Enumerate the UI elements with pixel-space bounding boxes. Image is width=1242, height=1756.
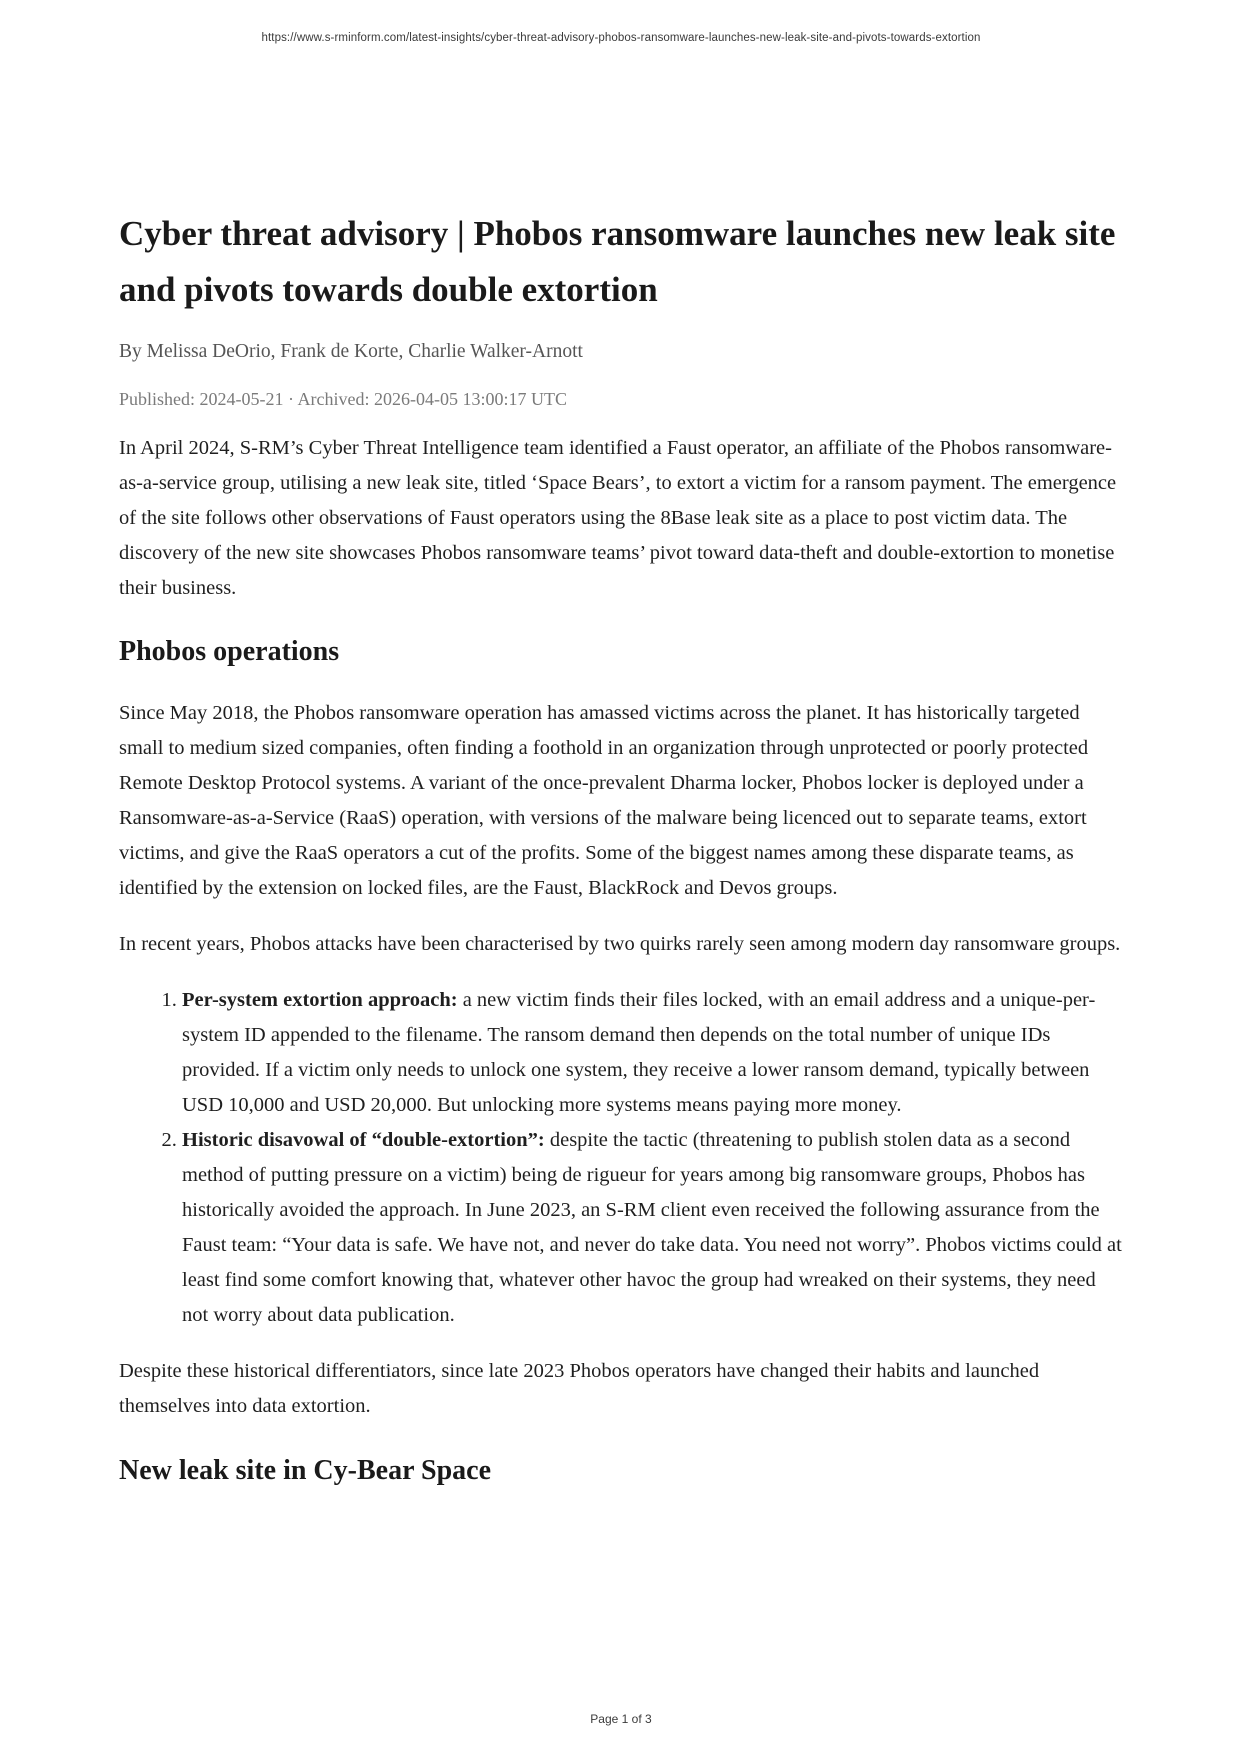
article-byline: By Melissa DeOrio, Frank de Korte, Charlie Walker-Arnott xyxy=(119,341,583,362)
paragraph-history: Since May 2018, the Phobos ransomware operation has amassed victims across the planet. It has historically targeted small to medium sized companies, often finding a foothold in an organization through unprotected or poorly protected Remote Desktop Protocol systems. A variant of the once-prevalent Dharma locker, Phobos locker is deployed under a Ransomware-as-a-Service (RaaS) operation, with versions of the malware being licenced out to separate teams, extort victims, and give the RaaS operators a cut of the profits. Some of the biggest names among these disparate teams, as identified by the extension on locked files, are the Faust, BlackRock and Devos groups. xyxy=(119,702,1089,899)
list-item xyxy=(182,983,1125,1123)
list-item-text: a new victim finds their files locked, with an email address and a unique-per- system ID appended to the filename. The ransom demand then depends on the total number of unique IDs provided. If a victim only needs to unlock one system, they receive a lower ransom demand, typically between USD 10,000 and USD 20,000. But unlocking more systems means paying more money. xyxy=(182,989,1096,1116)
list-item xyxy=(182,1123,1125,1333)
paragraph-quirks: In recent years, Phobos attacks have been characterised by two quirks rarely seen among modern day ransomware groups. xyxy=(119,933,1121,955)
publication-date: Published: 2024-05-21 · Archived: 2026-04-05 13:00:17 UTC xyxy=(119,389,567,409)
list-item-text: despite the tactic (threatening to publish stolen data as a second method of putting pressure on a victim) being de rigueur for years among big ransomware groups, Phobos has historically avoided the approach. In June 2023, an S-RM client even received the following assurance from the Faust team: “Your data is safe. We have not, and never do take data. You need not worry”. Phobos victims could at least find some comfort knowing that, whatever other havoc the group had wreaked on their systems, they need not worry about data publication. xyxy=(182,1129,1122,1326)
section-heading-new-leak-site: New leak site in Cy-Bear Space xyxy=(119,1455,491,1486)
list-item-lead: Historic disavowal of “double-extortion”: xyxy=(182,1129,545,1151)
list-item-lead: Per-system extortion approach: xyxy=(182,989,458,1011)
article xyxy=(119,206,1125,1489)
paragraph-data-extortion: Despite these historical differentiators, since late 2023 Phobos operators have changed their habits and launched themselves into data extortion. xyxy=(119,1360,1040,1417)
article-title: Cyber threat advisory | Phobos ransomware launches new leak site and pivots towards double extortion xyxy=(119,214,1116,309)
page-number: Page 1 of 3 xyxy=(590,1712,652,1726)
intro-paragraph: In April 2024, S-RM’s Cyber Threat Intelligence team identified a Faust operator, an affiliate of the Phobos ransomware-as-a-service group, utilising a new leak site, titled ‘Space Bears’, to extort a victim for a ransom payment. The emergence of the site follows other observations of Faust operators using the 8Base leak site as a place to post victim data. The discovery of the new site showcases Phobos ransomware teams’ pivot toward data-theft and double-extortion to monetise their business. xyxy=(119,437,1117,599)
quirks-list xyxy=(119,983,1125,1333)
page-url: https://www.s-rminform.com/latest-insights/cyber-threat-advisory-phobos-ransomware-launches-new-leak-site-and-pivots-towards-extortion xyxy=(261,32,981,44)
section-heading-phobos-operations: Phobos operations xyxy=(119,636,340,667)
